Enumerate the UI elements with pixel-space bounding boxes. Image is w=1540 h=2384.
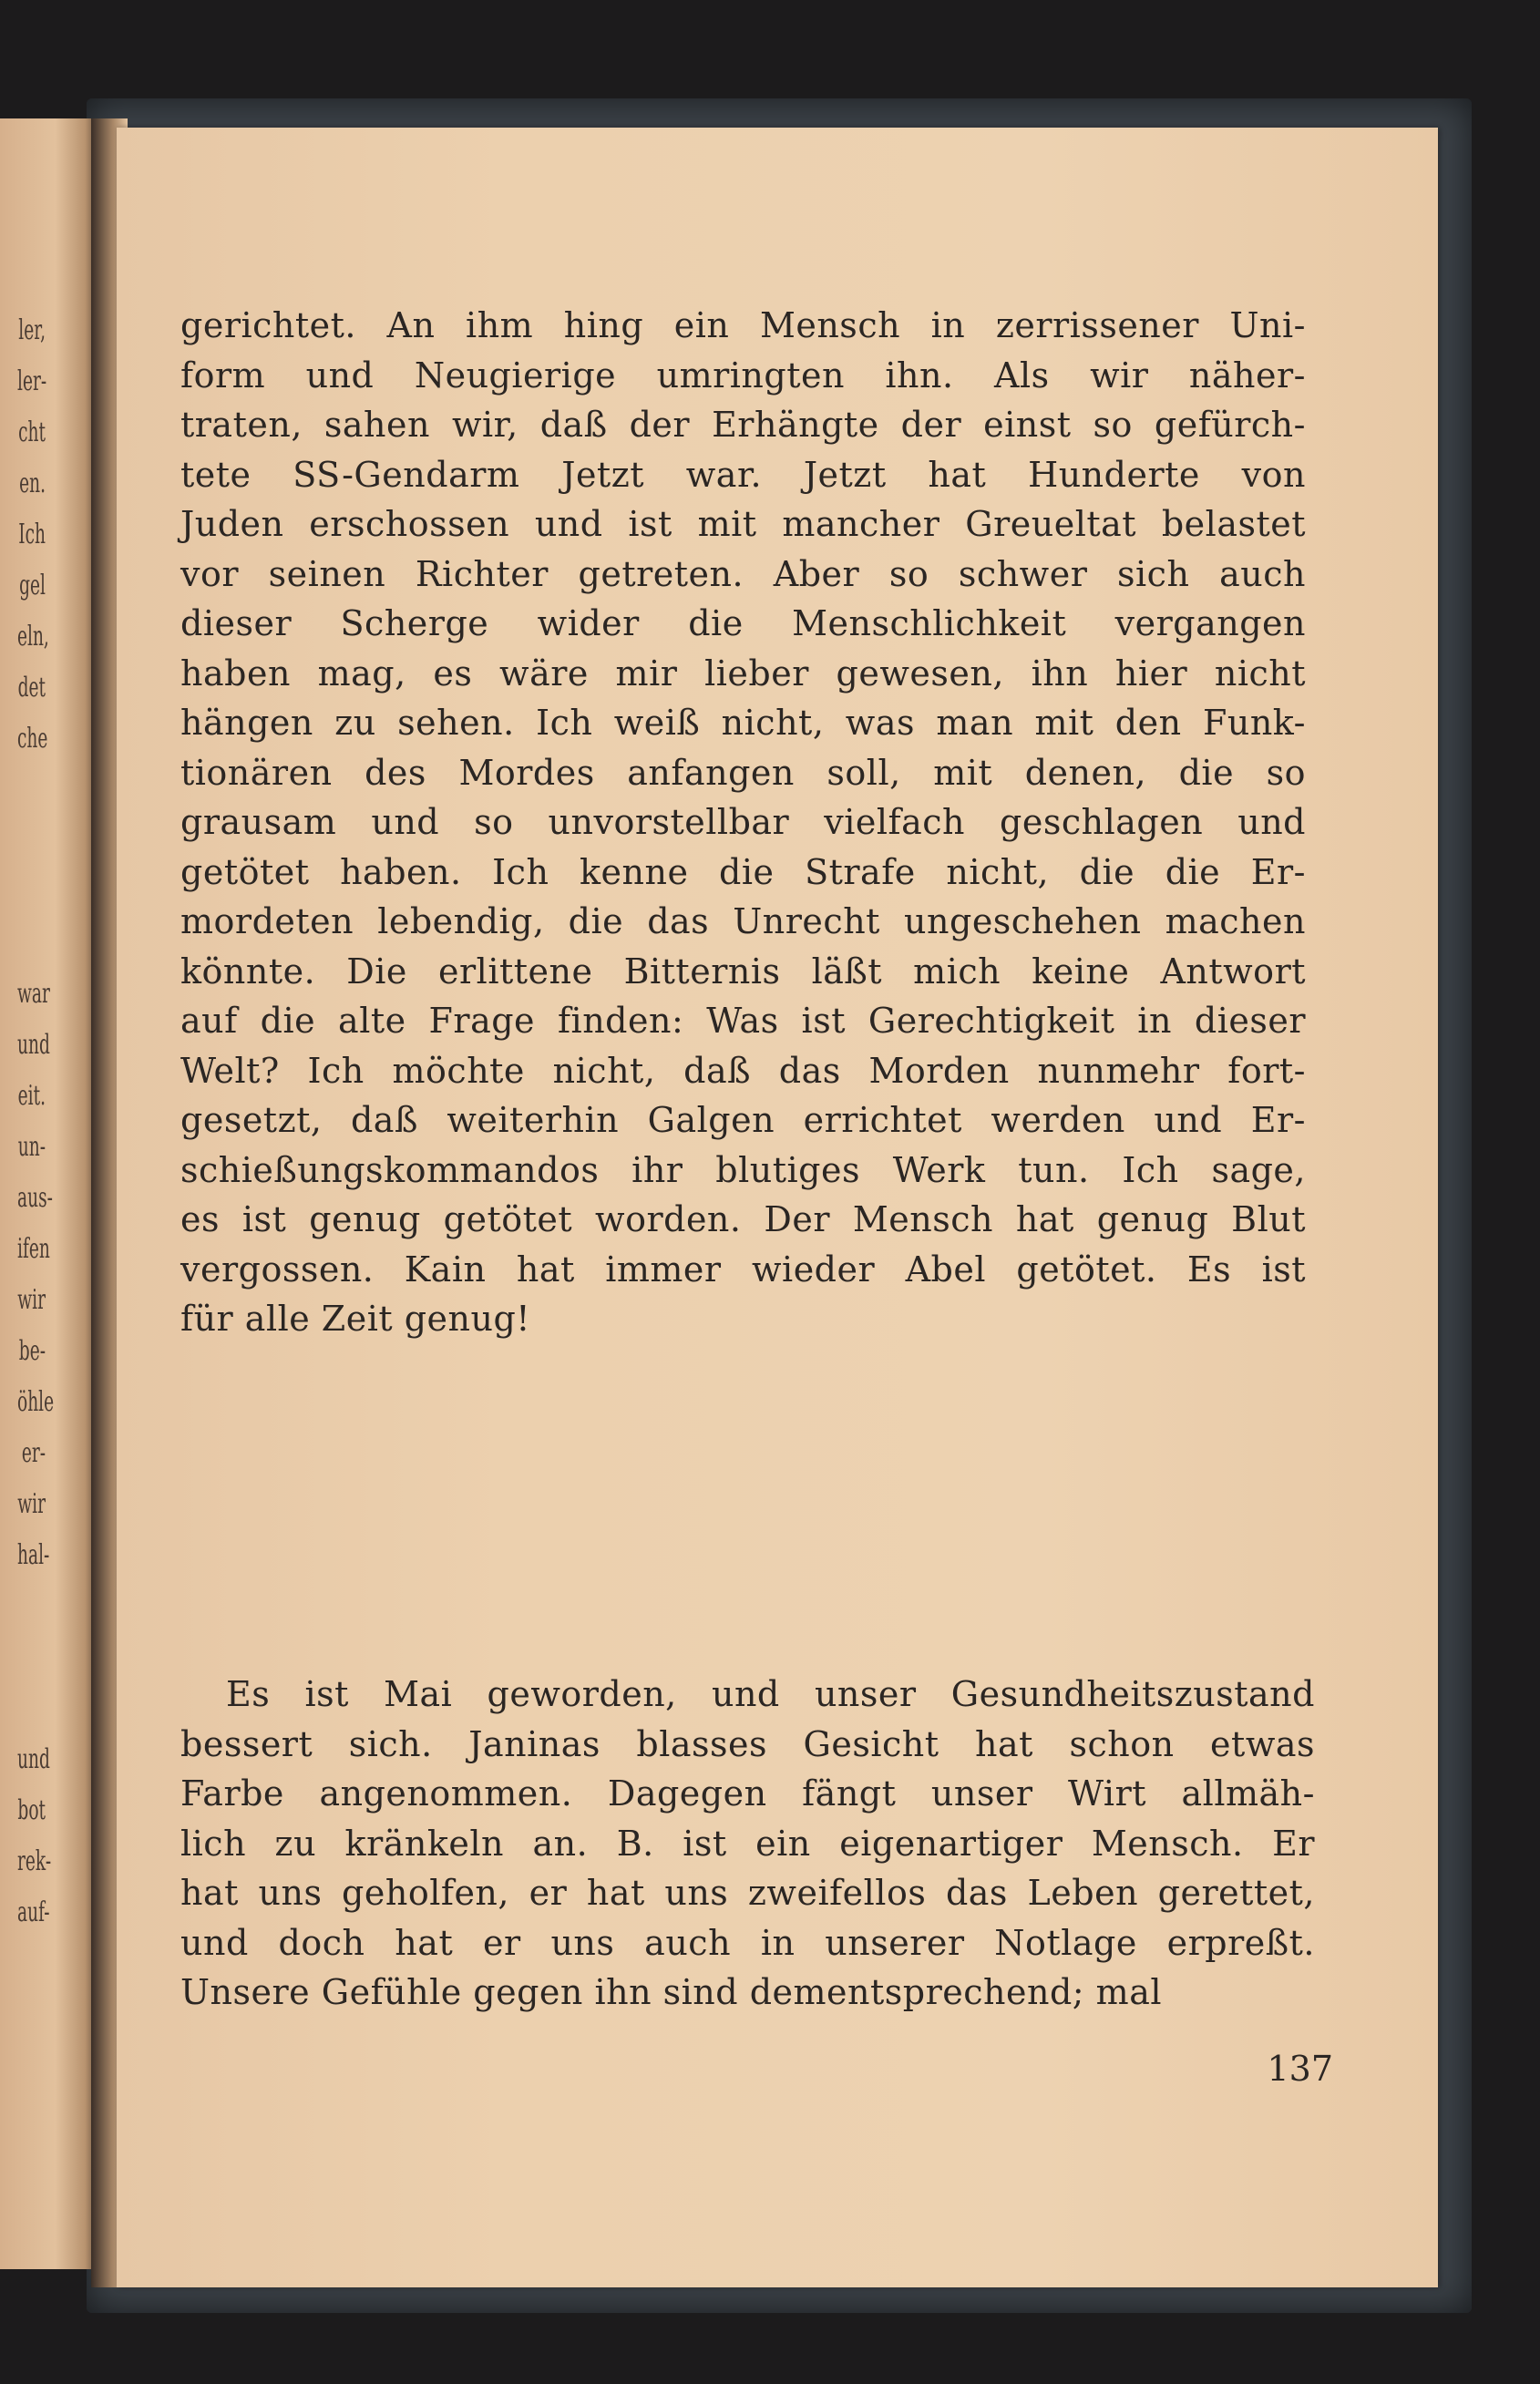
- text-line: bessert sich. Janinas blasses Gesicht hat schon etwas: [180, 1723, 1315, 1764]
- text-line: Farbe angenommen. Dagegen fängt unser Wirt allmäh-: [180, 1773, 1315, 1814]
- paragraph-1: [180, 301, 1306, 1344]
- text-line: gesetzt, daß weiterhin Galgen errichtet werden und Er-: [180, 1100, 1306, 1140]
- text-line: traten, sahen wir, daß der Erhängte der einst so gefürch-: [180, 405, 1306, 445]
- left-page-fragment: wir: [17, 1488, 46, 1520]
- text-line: vor seinen Richter getreten. Aber so schwer sich auch: [180, 553, 1306, 594]
- left-page-fragment: det: [17, 672, 46, 704]
- text-line: auf die alte Frage finden: Was ist Gerechtigkeit in dieser: [180, 1001, 1306, 1041]
- text-line: mordeten lebendig, die das Unrecht ungeschehen machen: [180, 901, 1306, 941]
- text-line: getötet haben. Ich kenne die Strafe nicht, die die Er-: [180, 851, 1306, 892]
- left-page-fragment: war: [17, 978, 50, 1010]
- left-page-text-fragments: [17, 305, 55, 1938]
- text-line: vergossen. Kain hat immer wieder Abel getötet. Es ist: [180, 1249, 1306, 1290]
- left-page-fragment: hal-: [17, 1539, 50, 1571]
- left-page-fragment: [17, 867, 46, 918]
- left-page-fragment: aus-: [17, 1182, 53, 1214]
- left-page-fragment: [17, 1581, 46, 1632]
- left-page-fragment: rek-: [17, 1845, 52, 1877]
- paragraph-2: [180, 1670, 1315, 2018]
- left-page-fragment: cht: [18, 416, 46, 448]
- left-page-fragment: [17, 816, 46, 867]
- text-line: dieser Scherge wider die Menschlichkeit vergangen: [180, 603, 1306, 643]
- left-page-fragment: er-: [21, 1437, 46, 1469]
- left-page-fragment: Ich: [18, 519, 46, 550]
- left-page-fragment: [17, 765, 46, 816]
- text-line: es ist genug getötet worden. Der Mensch hat genug Blut: [180, 1199, 1306, 1239]
- text-line: tete SS-Gendarm Jetzt war. Jetzt hat Hunderte von: [180, 454, 1306, 495]
- left-page-fragment: ler-: [17, 365, 47, 397]
- left-page-fragment: und: [17, 1029, 50, 1061]
- left-page-fragment: be-: [18, 1335, 46, 1367]
- right-page: [117, 128, 1438, 2287]
- text-line: Es ist Mai geworden, und unser Gesundheitszustand: [226, 1674, 1315, 1714]
- left-page: [0, 118, 100, 2269]
- text-line: grausam und so unvorstellbar vielfach geschlagen und: [180, 802, 1306, 842]
- text-line: und doch hat er uns auch in unserer Notlage erpreßt.: [180, 1922, 1315, 1963]
- left-page-fragment: ifen: [17, 1233, 50, 1265]
- left-page-fragment: eit.: [17, 1080, 46, 1112]
- text-line: hat uns geholfen, er hat uns zweifellos das Leben gerettet,: [180, 1873, 1315, 1913]
- text-line: könnte. Die erlittene Bitternis läßt mich keine Antwort: [180, 951, 1306, 992]
- left-page-fragment: und: [17, 1743, 50, 1775]
- left-page-fragment: öhle: [17, 1386, 55, 1418]
- text-line: Welt? Ich möchte nicht, daß das Morden nunmehr fort-: [180, 1050, 1306, 1091]
- left-page-fragment: en.: [19, 468, 46, 499]
- left-page-fragment: [17, 1632, 46, 1683]
- text-line: Juden erschossen und ist mit mancher Greueltat belastet: [180, 504, 1306, 544]
- text-line: Unsere Gefühle gegen ihn sind dementsprechend; mal: [180, 1972, 1163, 2012]
- page-number: 137: [1267, 2049, 1333, 2089]
- text-line: schießungskommandos ihr blutiges Werk tun. Ich sage,: [180, 1149, 1306, 1190]
- left-page-fragment: [17, 918, 46, 969]
- left-page-fragment: wir: [17, 1284, 46, 1316]
- left-page-fragment: che: [17, 723, 48, 755]
- left-page-fragment: eln,: [17, 621, 49, 653]
- text-line: hängen zu sehen. Ich weiß nicht, was man mit den Funk-: [180, 703, 1306, 743]
- text-line: haben mag, es wäre mir lieber gewesen, ihn hier nicht: [180, 653, 1306, 694]
- text-line: gerichtet. An ihm hing ein Mensch in zerrissener Uni-: [180, 305, 1306, 345]
- left-page-fragment: un-: [17, 1131, 46, 1163]
- left-page-fragment: gel: [19, 570, 46, 601]
- left-page-fragment: bot: [17, 1794, 46, 1826]
- text-line: tionären des Mordes anfangen soll, mit denen, die so: [180, 752, 1306, 793]
- text-line: für alle Zeit genug!: [180, 1299, 531, 1339]
- left-page-fragment: auf-: [17, 1896, 50, 1928]
- left-page-fragment: [17, 1683, 46, 1734]
- text-line: lich zu kränkeln an. B. ist ein eigenartiger Mensch. Er: [180, 1823, 1315, 1864]
- left-page-fragment: ler,: [18, 314, 46, 346]
- text-line: form und Neugierige umringten ihn. Als wir näher-: [180, 355, 1306, 396]
